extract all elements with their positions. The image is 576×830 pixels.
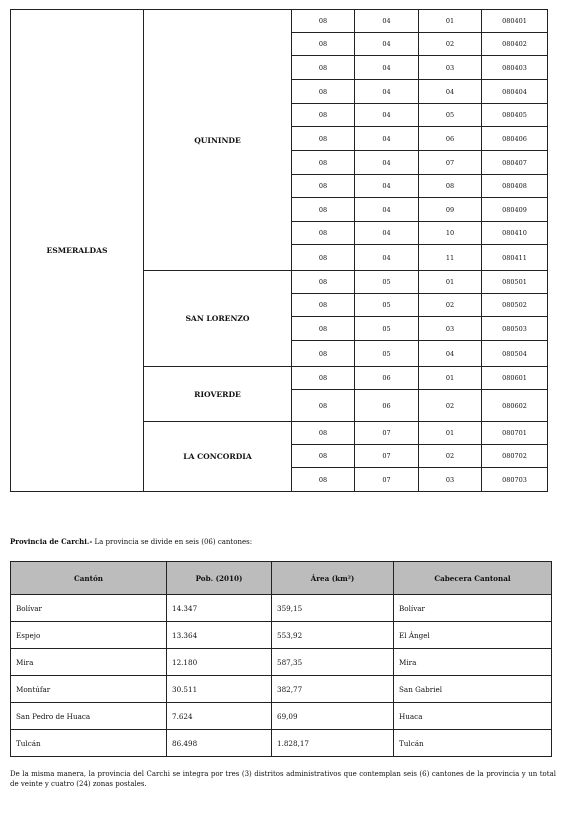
- canton-code-cell: 04: [355, 10, 419, 33]
- carchi-cantons-table: [10, 561, 552, 757]
- parish-code-cell: 04: [419, 341, 482, 367]
- canton-code-cell: 04: [355, 222, 419, 245]
- cabecera-cell: San Gabriel: [394, 676, 552, 703]
- carchi-intro-text: La provincia se divide en seis (06) cantones:: [92, 538, 253, 546]
- postal-code-cell: 080601: [482, 367, 548, 390]
- parish-code-cell: 01: [419, 10, 482, 33]
- header-canton: Cantón: [11, 562, 167, 595]
- postal-code-cell: 080402: [482, 33, 548, 56]
- postal-code-cell: 080407: [482, 151, 548, 175]
- canton-cell: LA CONCORDIA: [144, 422, 292, 492]
- province-code-cell: 08: [292, 468, 355, 492]
- postal-code-cell: 080702: [482, 445, 548, 468]
- postal-code-cell: 080406: [482, 127, 548, 151]
- postal-code-cell: 080401: [482, 10, 548, 33]
- canton-code-cell: 04: [355, 80, 419, 104]
- province-code-cell: 08: [292, 33, 355, 56]
- table-row: [11, 730, 552, 757]
- canton-cell: RIOVERDE: [144, 367, 292, 422]
- cabecera-cell: El Ángel: [394, 622, 552, 649]
- province-code-cell: 08: [292, 294, 355, 317]
- area-cell: 382,77: [272, 676, 394, 703]
- header-area: Área (km²): [272, 562, 394, 595]
- header-population: Pob. (2010): [167, 562, 272, 595]
- canton-name-cell: Espejo: [11, 622, 167, 649]
- carchi-intro-bold: Provincia de Carchi.-: [10, 537, 93, 546]
- population-cell: 13.364: [167, 622, 272, 649]
- postal-code-cell: 080503: [482, 317, 548, 341]
- parish-code-cell: 10: [419, 222, 482, 245]
- canton-name-cell: Montúfar: [11, 676, 167, 703]
- province-cell: ESMERALDAS: [11, 10, 144, 492]
- canton-code-cell: 05: [355, 317, 419, 341]
- province-code-cell: 08: [292, 422, 355, 445]
- postal-code-cell: 080411: [482, 245, 548, 271]
- canton-code-cell: 07: [355, 445, 419, 468]
- cabecera-cell: Huaca: [394, 703, 552, 730]
- carchi-intro: [10, 537, 560, 547]
- canton-code-cell: 04: [355, 175, 419, 198]
- province-code-cell: 08: [292, 367, 355, 390]
- parish-code-cell: 01: [419, 271, 482, 294]
- province-code-cell: 08: [292, 222, 355, 245]
- parish-code-cell: 09: [419, 198, 482, 222]
- canton-code-cell: 04: [355, 245, 419, 271]
- province-code-cell: 08: [292, 10, 355, 33]
- parish-code-cell: 01: [419, 367, 482, 390]
- area-cell: 553,92: [272, 622, 394, 649]
- parish-code-cell: 08: [419, 175, 482, 198]
- parish-code-cell: 03: [419, 317, 482, 341]
- area-cell: 1.828,17: [272, 730, 394, 757]
- parish-code-cell: 02: [419, 294, 482, 317]
- cabecera-cell: Bolívar: [394, 595, 552, 622]
- province-code-cell: 08: [292, 271, 355, 294]
- parish-code-cell: 02: [419, 33, 482, 56]
- parish-code-cell: 07: [419, 151, 482, 175]
- province-code-cell: 08: [292, 175, 355, 198]
- province-code-cell: 08: [292, 127, 355, 151]
- parish-code-cell: 02: [419, 445, 482, 468]
- canton-code-cell: 05: [355, 294, 419, 317]
- parish-code-cell: 02: [419, 390, 482, 422]
- parish-code-cell: 01: [419, 422, 482, 445]
- canton-code-cell: 05: [355, 341, 419, 367]
- cabecera-cell: Tulcán: [394, 730, 552, 757]
- postal-code-cell: 080405: [482, 104, 548, 127]
- cabecera-cell: Mira: [394, 649, 552, 676]
- postal-code-cell: 080701: [482, 422, 548, 445]
- parish-code-cell: 04: [419, 80, 482, 104]
- population-cell: 7.624: [167, 703, 272, 730]
- parish-code-cell: 06: [419, 127, 482, 151]
- postal-code-cell: 080501: [482, 271, 548, 294]
- province-code-cell: 08: [292, 245, 355, 271]
- postal-code-cell: 080410: [482, 222, 548, 245]
- postal-codes-table: [10, 9, 548, 492]
- canton-code-cell: 04: [355, 127, 419, 151]
- canton-code-cell: 04: [355, 33, 419, 56]
- postal-code-cell: 080602: [482, 390, 548, 422]
- canton-code-cell: 07: [355, 422, 419, 445]
- canton-cell: QUININDE: [144, 10, 292, 271]
- province-code-cell: 08: [292, 104, 355, 127]
- table-row: [11, 703, 552, 730]
- parish-code-cell: 11: [419, 245, 482, 271]
- province-code-cell: 08: [292, 390, 355, 422]
- postal-code-cell: 080404: [482, 80, 548, 104]
- table-header-row: [11, 562, 552, 595]
- province-code-cell: 08: [292, 445, 355, 468]
- canton-code-cell: 04: [355, 151, 419, 175]
- table-row: [11, 676, 552, 703]
- population-cell: 30.511: [167, 676, 272, 703]
- province-code-cell: 08: [292, 317, 355, 341]
- postal-code-cell: 080408: [482, 175, 548, 198]
- canton-code-cell: 06: [355, 367, 419, 390]
- canton-name-cell: Bolívar: [11, 595, 167, 622]
- province-code-cell: 08: [292, 198, 355, 222]
- area-cell: 587,35: [272, 649, 394, 676]
- canton-code-cell: 04: [355, 104, 419, 127]
- area-cell: 69,09: [272, 703, 394, 730]
- canton-code-cell: 04: [355, 198, 419, 222]
- postal-code-cell: 080504: [482, 341, 548, 367]
- table-row: [11, 649, 552, 676]
- population-cell: 14.347: [167, 595, 272, 622]
- canton-code-cell: 04: [355, 56, 419, 80]
- province-code-cell: 08: [292, 151, 355, 175]
- table-row: [11, 622, 552, 649]
- postal-code-cell: 080703: [482, 468, 548, 492]
- parish-code-cell: 03: [419, 56, 482, 80]
- canton-name-cell: Tulcán: [11, 730, 167, 757]
- province-code-cell: 08: [292, 56, 355, 80]
- parish-code-cell: 03: [419, 468, 482, 492]
- closing-paragraph: De la misma manera, la provincia del Carchi se integra por tres (3) distritos administrativos que contemplan seis (6) cantones de la provincia y un total de veinte y cuatro (24) zonas postales.: [10, 770, 556, 788]
- canton-cell: SAN LORENZO: [144, 271, 292, 367]
- population-cell: 86.498: [167, 730, 272, 757]
- canton-code-cell: 06: [355, 390, 419, 422]
- canton-code-cell: 07: [355, 468, 419, 492]
- canton-code-cell: 05: [355, 271, 419, 294]
- postal-code-cell: 080409: [482, 198, 548, 222]
- table-row: [11, 595, 552, 622]
- parish-code-cell: 05: [419, 104, 482, 127]
- canton-name-cell: San Pedro de Huaca: [11, 703, 167, 730]
- postal-code-cell: 080502: [482, 294, 548, 317]
- population-cell: 12.180: [167, 649, 272, 676]
- canton-name-cell: Mira: [11, 649, 167, 676]
- area-cell: 359,15: [272, 595, 394, 622]
- postal-code-cell: 080403: [482, 56, 548, 80]
- province-code-cell: 08: [292, 341, 355, 367]
- province-code-cell: 08: [292, 80, 355, 104]
- header-cabecera: Cabecera Cantonal: [394, 562, 552, 595]
- table-row: [11, 10, 548, 33]
